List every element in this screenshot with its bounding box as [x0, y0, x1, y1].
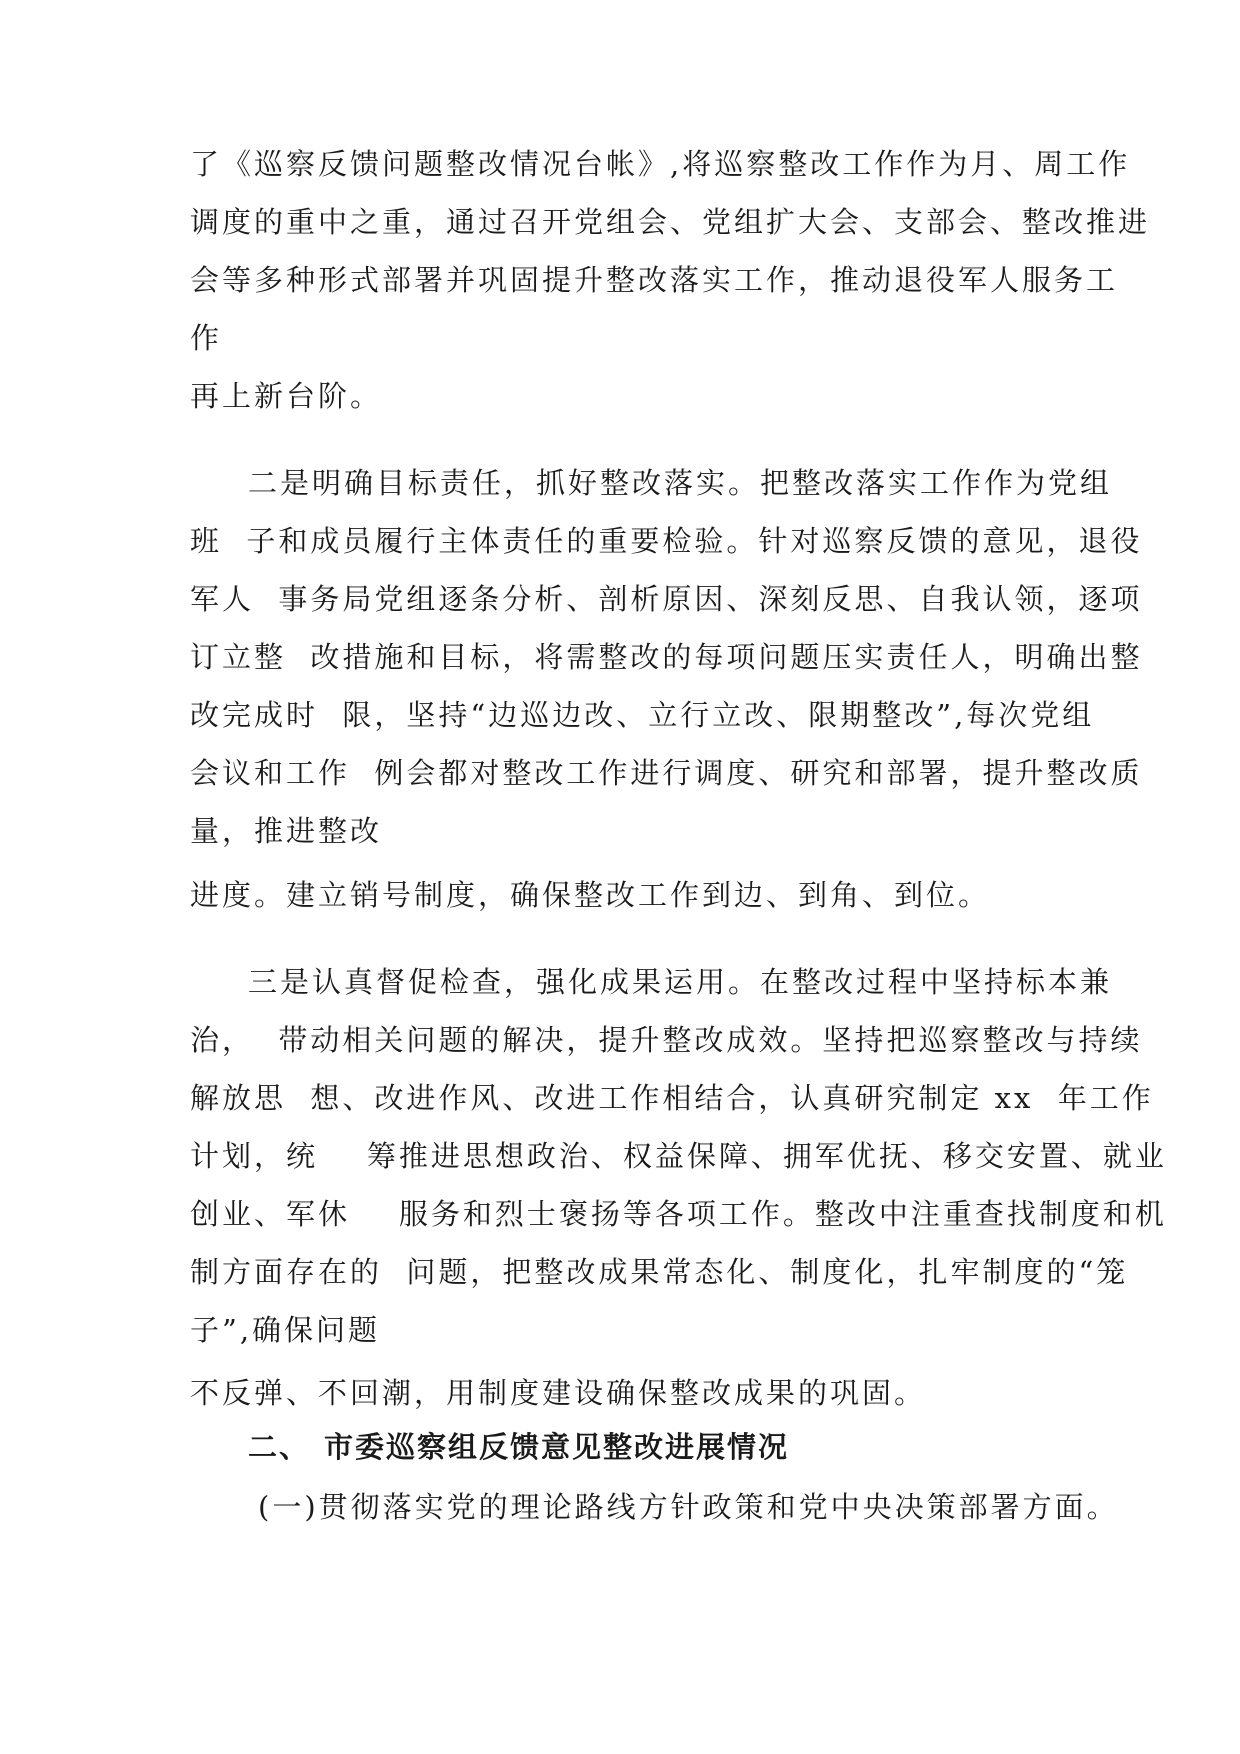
text-line: 改完成时 限，坚持“边巡边改、立行立改、限期整改”,每次党组 — [190, 698, 1095, 732]
text-line: 班 子和成员履行主体责任的重要检验。针对巡察反馈的意见，退役 — [190, 524, 1143, 558]
section-number: 二、 — [248, 1430, 311, 1464]
text-line: 子”,确保问题 — [190, 1313, 381, 1347]
text-line: 调度的重中之重，通过召开党组会、党组扩大会、支部会、整改推进 — [190, 205, 1151, 239]
text-line: 二是明确目标责任，抓好整改落实。把整改落实工作作为党组 — [248, 466, 1113, 500]
text-line: 军人 事务局党组逐条分析、剖析原因、深刻反思、自我认领，逐项 — [190, 582, 1143, 616]
paragraph-continuation — [190, 367, 1070, 425]
text-line: 作 — [190, 321, 223, 355]
paragraph-ledger — [190, 135, 1151, 367]
text-line: 解放思 想、改进作风、改进工作相结合，认真研究制定 xx 年工作 — [190, 1081, 1154, 1115]
paragraph-continuation — [190, 1364, 1070, 1422]
section-title: 市委巡察组反馈意见整改进展情况 — [324, 1430, 790, 1464]
text-line: 制方面存在的 问题，把整改成果常态化、制度化，扎牢制度的“笼 — [190, 1255, 1129, 1289]
text-line: 进度。建立销号制度，确保整改工作到边、到角、到位。 — [190, 878, 991, 912]
text-line: 治， 带动相关问题的解决，提升整改成效。坚持把巡察整改与持续 — [190, 1023, 1143, 1057]
subsection-heading: (一)贯彻落实党的理论路线方针政策和党中央决策部署方面。 — [258, 1490, 1119, 1524]
text-line: 会等多种形式部署并巩固提升整改落实工作，推动退役军人服务工 — [190, 263, 1119, 297]
section-heading — [248, 1418, 789, 1476]
text-line: 再上新台阶。 — [190, 379, 383, 413]
text-line: 计划，统 筹推进思想政治、权益保障、拥军优抚、移交安置、就业 — [190, 1139, 1167, 1173]
paragraph-continuation — [190, 866, 1070, 924]
text-line: 订立整 改措施和目标，将需整改的每项问题压实责任人，明确出整 — [190, 640, 1143, 674]
text-line: 三是认真督促检查，强化成果运用。在整改过程中坚持标本兼 — [248, 965, 1113, 999]
text-line: 会议和工作 例会都对整改工作进行调度、研究和部署，提升整改质 — [190, 756, 1143, 790]
text-line: 创业、军休 服务和烈士褒扬等各项工作。整改中注重查找制度和机 — [190, 1197, 1167, 1231]
text-line: 量，推进整改 — [190, 814, 383, 848]
paragraph-supervision — [190, 953, 1167, 1359]
text-line: 了《巡察反馈问题整改情况台帐》,将巡察整改工作作为月、周工作 — [190, 147, 1131, 181]
paragraph-target-responsibility — [190, 454, 1143, 860]
text-line: 不反弹、不回潮，用制度建设确保整改成果的巩固。 — [190, 1376, 927, 1410]
